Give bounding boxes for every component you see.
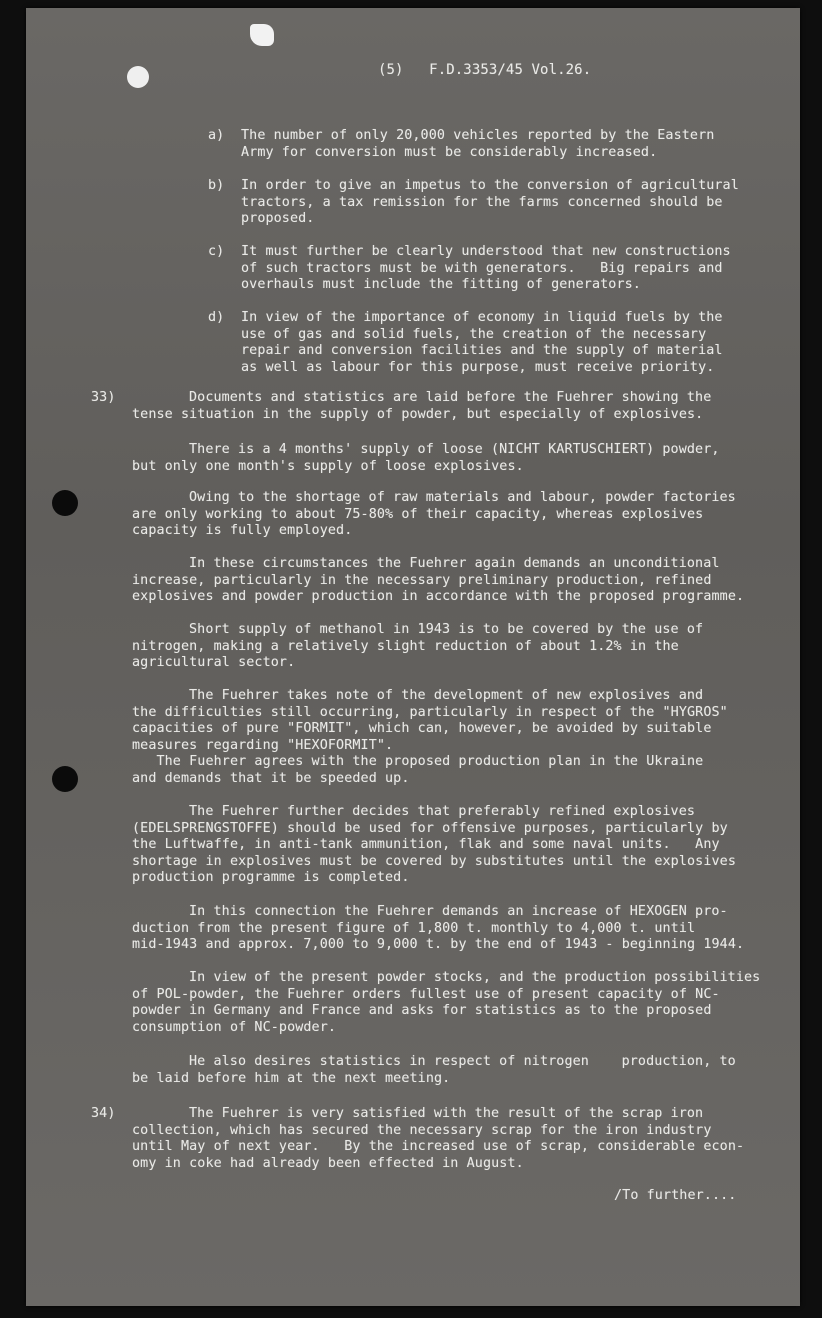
paragraph: He also desires statistics in respect of nitrogen production, to be laid before him at the next meeting. xyxy=(132,1054,736,1086)
paragraph: Owing to the shortage of raw materials and labour, powder factories are only working to about 75-80% of their capacity, whereas explosives capacity is fully employed. xyxy=(132,490,736,539)
item-text: It must further be clearly understood that new constructions of such tractors must be with generators. Big repairs and overhauls must include the fitting of generators. xyxy=(241,244,731,293)
paragraph: In these circumstances the Fuehrer again demands an unconditional increase, particularly in the necessary preliminary production, refined explosives and powder production in accordance with the proposed programme. xyxy=(132,556,745,605)
paragraph: In view of the present powder stocks, and the production possibilities of POL-powder, the Fuehrer orders fullest use of present capacity of NC- powder in Germany and France and asks for statistics as to the proposed consumption of NC-powder. xyxy=(132,970,761,1035)
item-text: In view of the importance of economy in liquid fuels by the use of gas and solid fuels, the creation of the necessary repair and conversion facilities and the supply of material as well as labour for this purpose, must receive priority. xyxy=(241,310,723,375)
paper-tear xyxy=(250,24,274,46)
item-label: d) xyxy=(208,310,225,325)
punch-hole xyxy=(127,66,149,88)
paragraph-number: 34) xyxy=(91,1106,116,1121)
paragraph: Documents and statistics are laid before the Fuehrer showing the tense situation in the supply of powder, but especially of explosives. xyxy=(132,390,712,422)
item-label: b) xyxy=(208,178,225,193)
punch-hole xyxy=(52,490,78,516)
paragraph: Short supply of methanol in 1943 is to be covered by the use of nitrogen, making a relatively slight reduction of about 1.2% in the agricultural sector. xyxy=(132,622,704,671)
paragraph: The Fuehrer takes note of the development of new explosives and the difficulties still occurring, particularly in respect of the "HYGROS" capacities of pure "FORMIT", which can, however, be avoided by suitable measures regarding "HEXOFORMIT". The Fuehrer agrees with the proposed production plan in the Ukraine and demands that it be speeded up. xyxy=(132,688,728,786)
continuation-note: /To further.... xyxy=(614,1188,737,1203)
paragraph: There is a 4 months' supply of loose (NICHT KARTUSCHIERT) powder, but only one month's supply of loose explosives. xyxy=(132,442,720,474)
paragraph: The Fuehrer is very satisfied with the result of the scrap iron collection, which has secured the necessary scrap for the iron industry until May of next year. By the increased use of scrap, considerable econ- omy in coke had already been effected in August. xyxy=(132,1106,745,1171)
item-label: a) xyxy=(208,128,225,143)
punch-hole xyxy=(52,766,78,792)
item-label: c) xyxy=(208,244,225,259)
page-header: (5) F.D.3353/45 Vol.26. xyxy=(378,62,592,78)
item-text: In order to give an impetus to the conversion of agricultural tractors, a tax remission for the farms concerned should be proposed. xyxy=(241,178,739,227)
item-text: The number of only 20,000 vehicles reported by the Eastern Army for conversion must be considerably increased. xyxy=(241,128,715,160)
paragraph: In this connection the Fuehrer demands an increase of HEXOGEN pro- duction from the present figure of 1,800 t. monthly to 4,000 t. until mid-1943 and approx. 7,000 to 9,000 t. by the end of 1943 - beginning 1944. xyxy=(132,904,745,953)
paragraph: The Fuehrer further decides that preferably refined explosives (EDELSPRENGSTOFFE) should be used for offensive purposes, particularly by the Luftwaffe, in anti-tank ammunition, flak and some naval units. Any shortage in explosives must be covered by substitutes until the explosives production programme is completed. xyxy=(132,804,736,886)
paragraph-number: 33) xyxy=(91,390,116,405)
